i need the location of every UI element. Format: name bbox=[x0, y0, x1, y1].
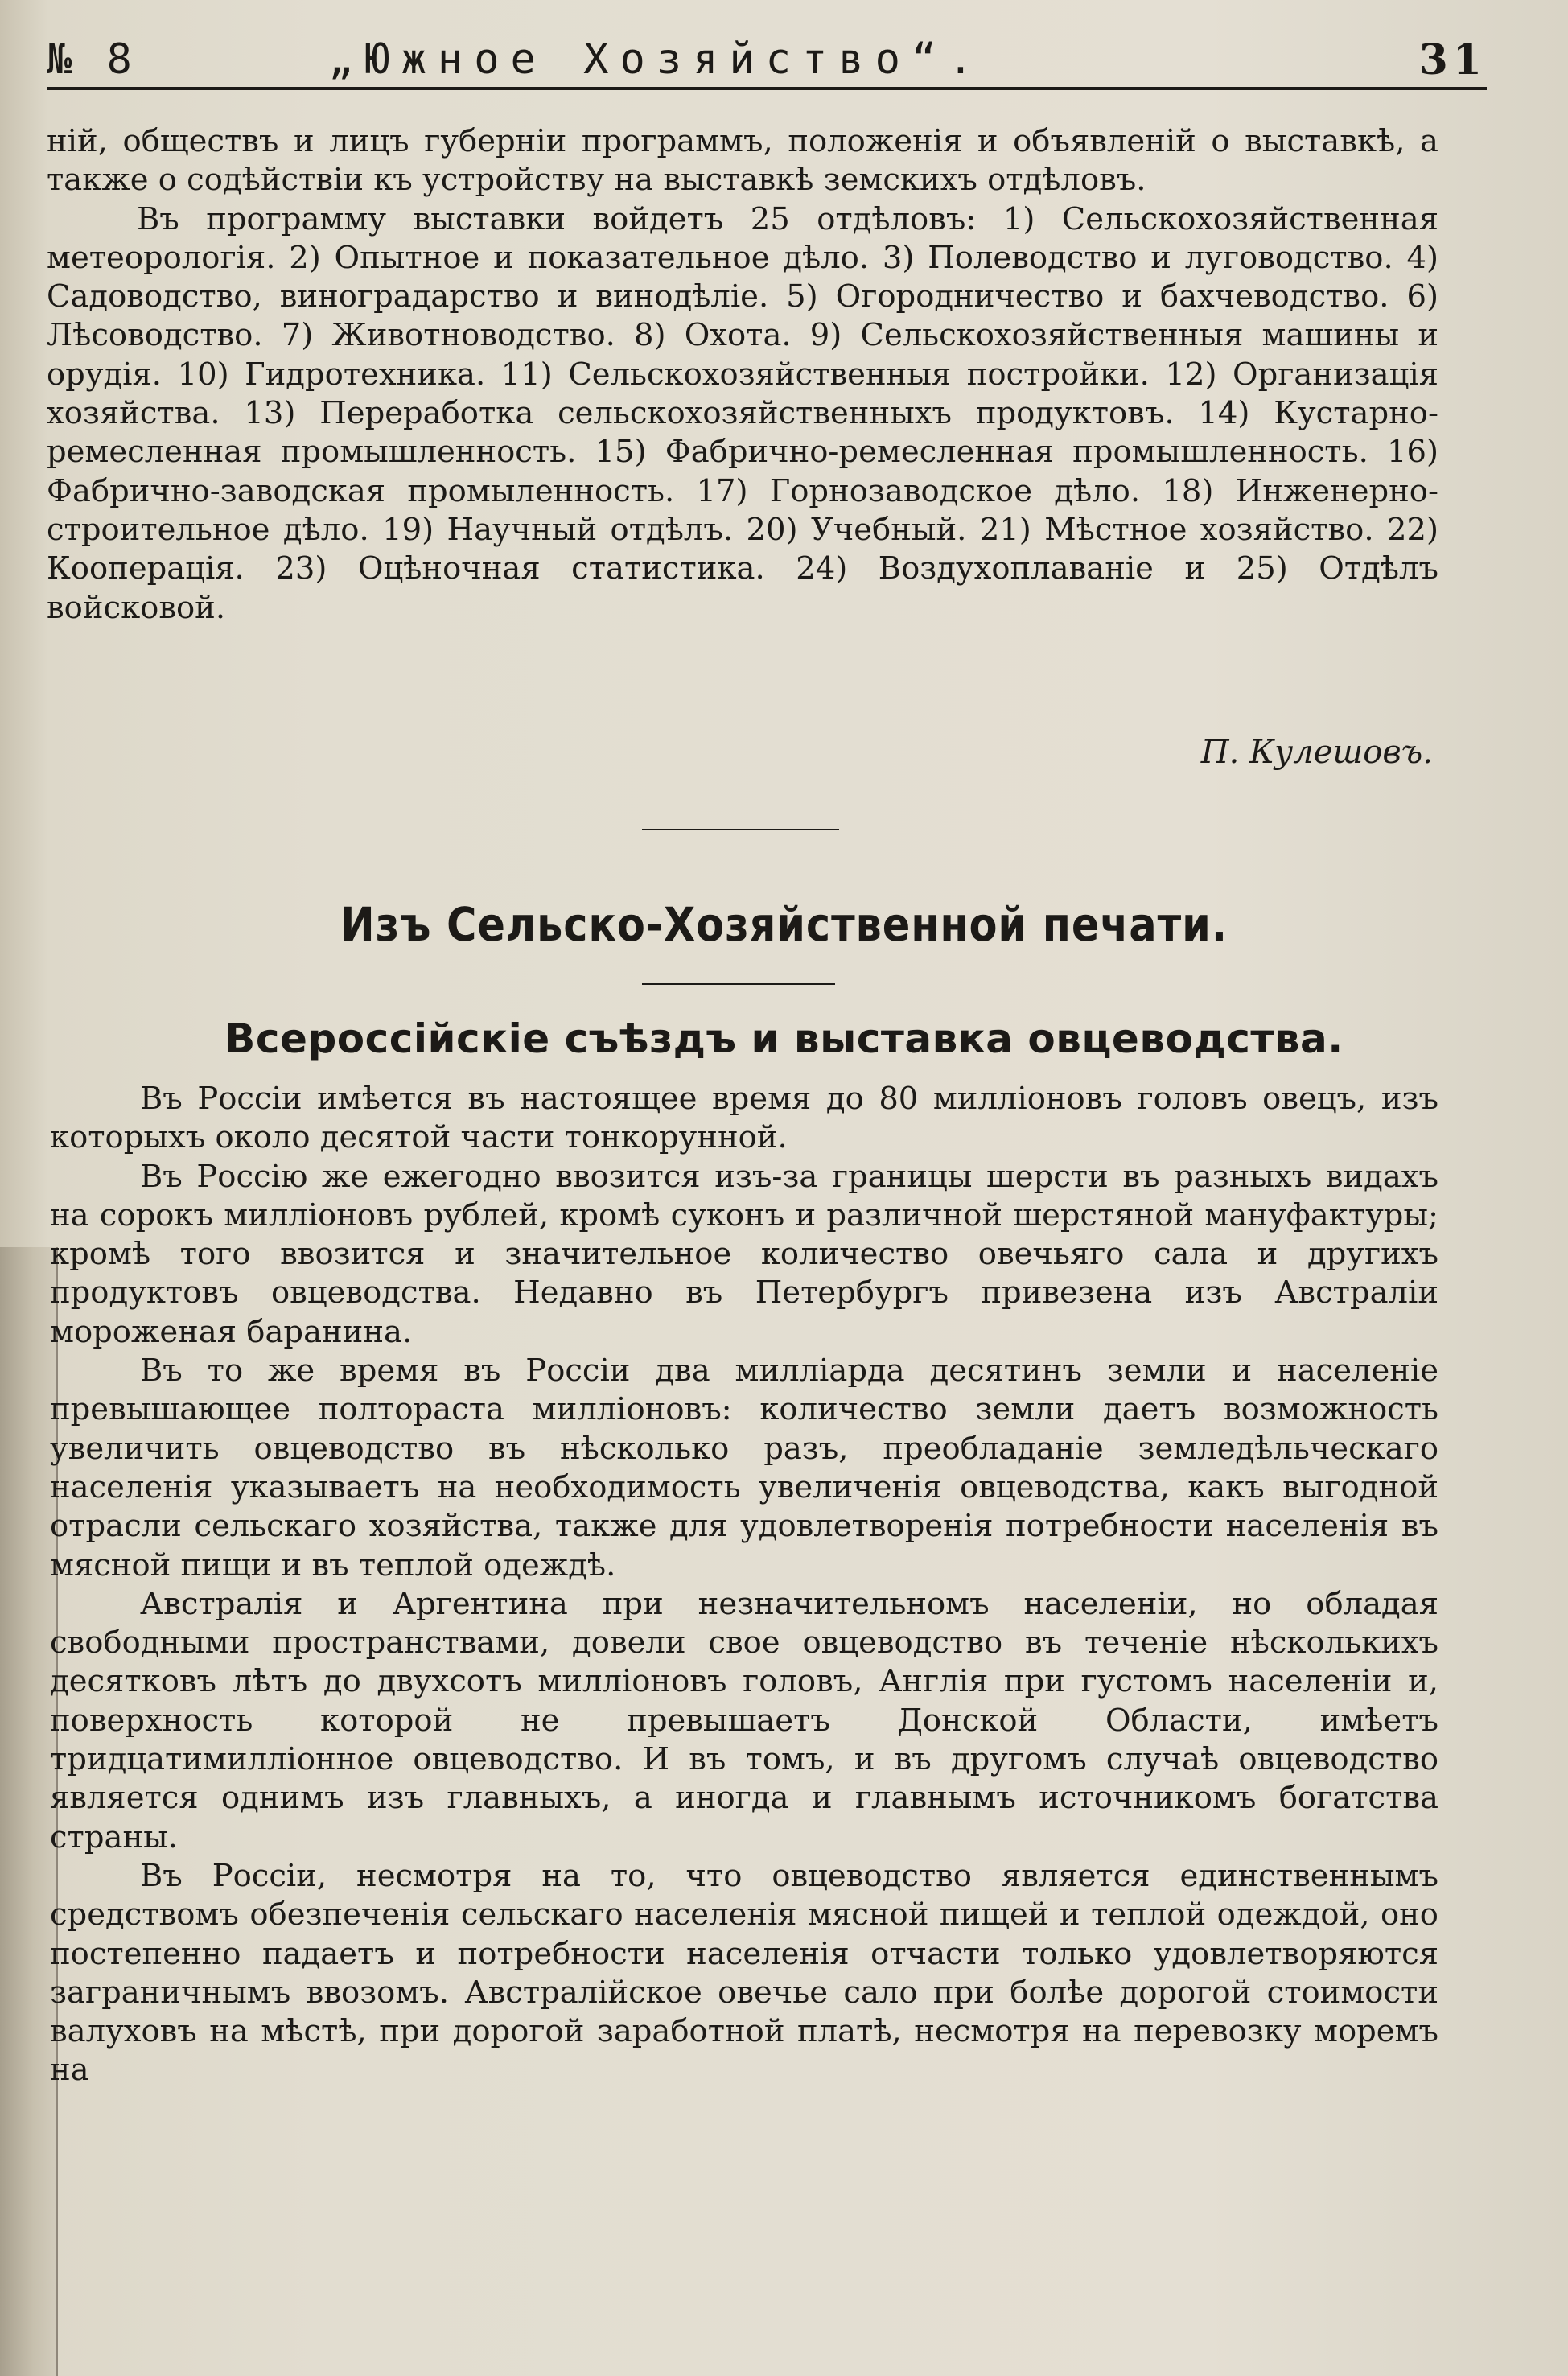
intro-paragraph: ній, обществъ и лицъ губерніи программъ, положенія и объявленій о выставкѣ, а также о содѣйствіи къ устройству на выставкѣ земскихъ отдѣловъ. bbox=[47, 123, 1438, 199]
section-heading: Изъ Сельско-Хозяйственной печати. bbox=[340, 897, 1228, 952]
issue-number: № 8 bbox=[47, 35, 137, 84]
running-header bbox=[47, 31, 1487, 90]
article-paragraph: Въ Россіи, несмотря на то, что овцеводство является единственнымъ средствомъ обезпеченія сельскаго населенія мясной пищей и теплой одеждой, оно постепенно падаетъ и потребности населенія отчасти только удовлетворяются заграничнымъ ввозомъ. Австралійское овечье сало при болѣе дорогой стоимости валуховъ на мѣстѣ, при дорогой заработной платѣ, несмотря на перевозку моремъ на bbox=[50, 1857, 1438, 2089]
article-paragraph: Австралія и Аргентина при незначительномъ населеніи, но обладая свободными пространствами, довели свое овцеводство въ теченіе нѣсколькихъ десятковъ лѣтъ до двухсотъ милліоновъ головъ, Англія при густомъ населеніи и, поверхность которой не превышаетъ Донской Области, имѣетъ тридцатимилліонное овцеводство. И въ томъ, и въ другомъ случаѣ овцеводство является однимъ изъ главныхъ, а иногда и главнымъ источникомъ богатства страны. bbox=[50, 1585, 1438, 1855]
article-paragraph: Въ то же время въ Россіи два милліарда десятинъ земли и населеніе превышающее полтораста милліоновъ: количество земли даетъ возможность увеличить овцеводство въ нѣсколько разъ, преобладаніе земледѣльческаго населенія указываетъ на необходимость увеличенія овцеводства, какъ выгодной отрасли сельскаго хозяйства, также для удовлетворенія потребности населенія въ мясной пищи и въ теплой одеждѣ. bbox=[50, 1353, 1438, 1583]
journal-title: „Южное Хозяйство“. bbox=[328, 35, 985, 84]
page-number: 31 bbox=[1418, 35, 1487, 84]
article-paragraph: Въ Россіи имѣется въ настоящее время до 80 милліоновъ головъ овецъ, изъ которыхъ около десятой части тонкорунной. bbox=[50, 1081, 1438, 1156]
intro-paragraph: Въ программу выставки войдетъ 25 отдѣловъ: 1) Сельскохозяйственная метеорологія. 2) Опытное и показательное дѣло. 3) Полеводство и луговодство. 4) Садоводство, виноградарство и винодѣліе. 5) Огородничество и бахчеводство. 6) Лѣсоводство. 7) Животноводство. 8) Охота. 9) Сельскохозяйственныя машины и орудія. 10) Гидротехника. 11) Сельскохозяйственныя постройки. 12) Организація хозяйства. 13) Переработка сельскохозяйственныхъ продуктовъ. 14) Кустарно-ремесленная промышленность. 15) Фабрично-ремесленная промышленность. 16) Фабрично-заводская промыленность. 17) Горнозаводское дѣло. 18) Инженерно-строительное дѣло. 19) Научный отдѣлъ. 20) Учебный. 21) Мѣстное хозяйство. 22) Кооперація. 23) Оцѣночная статистика. 24) Воздухоплаваніе и 25) Отдѣлъ войсковой. bbox=[47, 200, 1438, 626]
article-heading: Всероссійскіе съѣздъ и выставка овцеводства. bbox=[224, 1015, 1344, 1062]
article-text bbox=[50, 1080, 1438, 2090]
intro-text bbox=[47, 122, 1438, 628]
separator-rule bbox=[642, 983, 835, 985]
article-paragraph: Въ Россію же ежегодно ввозится изъ-за границы шерсти въ разныхъ видахъ на сорокъ милліоновъ рублей, кромѣ суконъ и различной шерстяной мануфактуры; кромѣ того ввозится и значительное количество овечьяго сала и другихъ продуктовъ овцеводства. Недавно въ Петербургъ привезена изъ Австраліи мороженая баранина. bbox=[50, 1158, 1438, 1350]
separator-rule bbox=[642, 829, 839, 830]
author-signature: П. Кулешовъ. bbox=[1200, 734, 1433, 771]
